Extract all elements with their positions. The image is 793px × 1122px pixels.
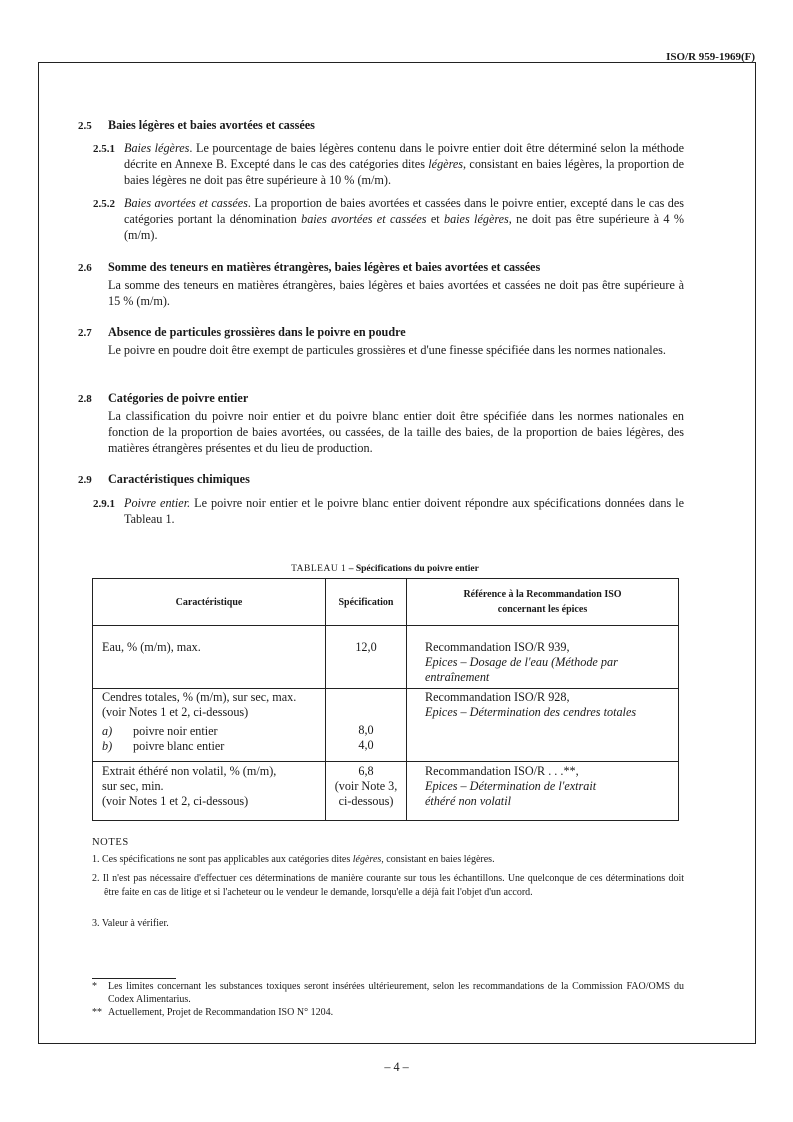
item-label: a) <box>102 724 113 738</box>
caption-label: TABLEAU 1 <box>291 564 347 574</box>
cell-line: Recommandation ISO/R . . .**, <box>425 764 579 778</box>
run-title: Baies légères <box>124 141 190 155</box>
note-2: 2. Il n'est pas nécessaire d'effectuer ces déterminations de manière courante sur tous les échantillons. Une quelconque de ces déterminations doit être faite en cas de litige et si l'acheteur ou le vendeur le demande, lorsqu'elle a déjà fait l'objet d'un accord. <box>92 873 684 898</box>
paragraph-2-5-1 <box>124 140 684 188</box>
cell-line: (voir Note 3, <box>334 779 398 793</box>
section-heading: Somme des teneurs en matières étrangères, baies légères et baies avortées et cassées <box>108 260 541 274</box>
cell: Eau, % (m/m), max. <box>93 626 326 689</box>
footnote-rule <box>92 978 176 979</box>
section-number: 2.9 <box>78 474 92 486</box>
section-heading: Caractéristiques chimiques <box>108 472 250 486</box>
column-header: Référence à la Recommandation ISO concernant les épices <box>407 579 679 626</box>
cell-line: Epices – Détermination des cendres totales <box>425 705 637 719</box>
run: , ne doit pas être supérieure à 4 % (m/m). <box>124 212 684 242</box>
page-number: – 4 – <box>384 1060 409 1074</box>
table-row <box>93 762 679 821</box>
cell-line: 8,0 <box>358 723 374 737</box>
cell-line: Recommandation ISO/R 939, <box>425 640 570 654</box>
section-number: 2.8 <box>78 393 92 405</box>
cell-line: (voir Notes 1 et 2, ci-dessous) <box>102 794 249 808</box>
paragraph: La classification du poivre noir entier et du poivre blanc entier doit être spécifiée dans les normes nationales en fonction de la proportion de baies avortées, ou cassées, de la taille des baies, de la proportion de baies légères, des matières étrangères présentes et du lieu de production. <box>108 409 684 455</box>
run: et <box>426 212 444 226</box>
run: légères <box>428 157 464 171</box>
run: . La proportion de baies avortées et cassées dans le poivre entier, excepté dans le cas des catégories portant la dénomination <box>124 196 685 226</box>
run: baies légères <box>443 212 509 226</box>
footnote-marker: ** <box>92 1007 102 1018</box>
run-title: Poivre entier. <box>124 496 191 510</box>
note-1 <box>92 853 692 867</box>
table-row <box>93 626 679 689</box>
run: , consistant en baies légères, la proportion de baies légères ne doit pas être supérieure à 10 % (m/m). <box>124 157 684 187</box>
run: 1. Ces spécifications ne sont pas applicables aux catégories dites <box>92 854 353 865</box>
document-id: ISO/R 959-1969(F) <box>666 51 755 63</box>
paragraph-2-5-2 <box>124 195 684 243</box>
note-3: 3. Valeur à vérifier. <box>92 918 169 929</box>
item-label: b) <box>102 739 113 753</box>
notes-title: NOTES <box>92 837 129 848</box>
cell-line: ci-dessous) <box>338 794 394 808</box>
section-heading: Absence de particules grossières dans le poivre en poudre <box>108 325 406 339</box>
run-title: Baies avortées et cassées <box>124 196 248 210</box>
cell-line: 4,0 <box>358 738 374 752</box>
cell-line: Recommandation ISO/R 928, <box>425 690 570 704</box>
section-number: 2.5.2 <box>93 198 115 210</box>
cell-line: Extrait éthéré non volatil, % (m/m), <box>102 764 277 778</box>
section-heading: Baies légères et baies avortées et cassées <box>108 118 315 132</box>
cell-line: sur sec, min. <box>102 779 164 793</box>
cell-line: poivre noir entier <box>133 724 218 738</box>
section-number: 2.5 <box>78 120 92 132</box>
run: légères, <box>352 854 384 865</box>
footnote-1: Les limites concernant les substances toxiques seront insérées ultérieurement, selon les recommandations de la Commission FAO/OMS du Codex Alimentarius. <box>108 981 684 1005</box>
paragraph: La somme des teneurs en matières étrangères, baies légères et baies avortées et cassées ne doit pas être supérieure à 15 % (m/m). <box>108 278 684 308</box>
paragraph: Le poivre en poudre doit être exempt de particules grossières et d'une finesse spécifiée dans les normes nationales. <box>108 343 666 357</box>
section-number: 2.7 <box>78 327 92 339</box>
cell-line: poivre blanc entier <box>133 739 225 753</box>
cell-line: Cendres totales, % (m/m), sur sec, max. <box>102 690 297 704</box>
run: Le poivre noir entier et le poivre blanc entier doivent répondre aux spécifications données dans le Tableau 1. <box>124 496 685 526</box>
table-row <box>93 689 679 762</box>
paragraph-2-9-1 <box>124 495 684 527</box>
cell-line: Epices – Détermination de l'extrait éthéré non volatil <box>425 779 597 808</box>
section-number: 2.6 <box>78 262 92 274</box>
caption-title: – Spécifications du poivre entier <box>346 564 479 574</box>
section-number: 2.5.1 <box>93 143 115 155</box>
run: . Le pourcentage de baies légères contenu dans le poivre entier doit être déterminé selon la méthode décrite en Annexe B. Excepté dans le cas des catégories dites <box>124 141 684 171</box>
cell-line: Epices – Dosage de l'eau (Méthode par entraînement <box>425 655 618 684</box>
spec-table <box>92 578 679 821</box>
footnote-marker: * <box>92 981 97 992</box>
table-caption <box>92 561 678 577</box>
cell-line: (voir Notes 1 et 2, ci-dessous) <box>102 705 249 719</box>
footnote-2: Actuellement, Projet de Recommandation ISO N° 1204. <box>108 1007 334 1018</box>
table-header-row <box>93 579 679 626</box>
section-number: 2.9.1 <box>93 498 115 510</box>
run: consistant en baies légères. <box>383 854 495 865</box>
column-header: Spécification <box>326 579 407 626</box>
column-header: Caractéristique <box>93 579 326 626</box>
cell: 12,0 <box>326 626 407 689</box>
section-heading: Catégories de poivre entier <box>108 391 249 405</box>
cell-line: 6,8 <box>358 764 374 778</box>
run: baies avortées et cassées <box>301 212 427 226</box>
